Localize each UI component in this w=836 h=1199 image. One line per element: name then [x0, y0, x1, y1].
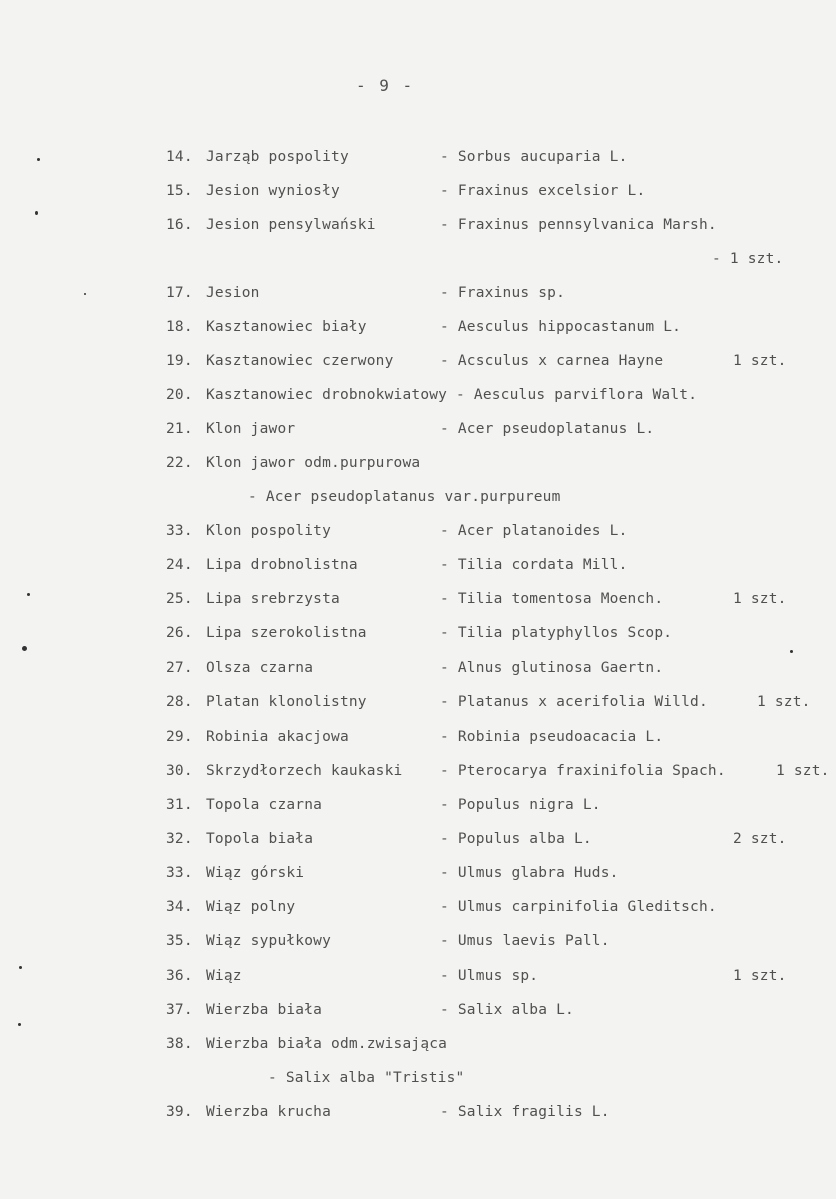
- polish-name: Kasztanowiec biały: [206, 319, 367, 335]
- polish-name: Wierzba biała odm.zwisająca: [206, 1036, 448, 1052]
- entry-number: 18.: [166, 319, 193, 335]
- entry-number: 34.: [166, 899, 193, 915]
- entry-number: 33.: [166, 865, 193, 881]
- latin-name: - Acsculus x carnea Hayne: [440, 353, 664, 369]
- latin-name: - Ulmus carpinifolia Gleditsch.: [440, 899, 717, 915]
- entry-number: 28.: [166, 694, 193, 710]
- latin-name: - Pterocarya fraxinifolia Spach.: [440, 763, 726, 779]
- polish-name: Jesion wyniosły: [206, 183, 340, 199]
- quantity: 1 szt.: [733, 968, 787, 984]
- latin-name: - Fraxinus excelsior L.: [440, 183, 646, 199]
- entry-number: 15.: [166, 183, 193, 199]
- latin-name: - Aesculus hippocastanum L.: [440, 319, 682, 335]
- latin-name: - Umus laevis Pall.: [440, 933, 610, 949]
- polish-name: Kasztanowiec drobnokwiatowy - Aesculus parviflora Walt.: [206, 387, 698, 403]
- latin-name: - Populus alba L.: [440, 831, 592, 847]
- entry-number: 37.: [166, 1002, 193, 1018]
- latin-name: - Ulmus sp.: [440, 968, 539, 984]
- entry-number: 14.: [166, 149, 193, 165]
- latin-name: - Platanus x acerifolia Willd.: [440, 694, 708, 710]
- entry-number: 31.: [166, 797, 193, 813]
- entry-number: 16.: [166, 217, 193, 233]
- latin-name: - Sorbus aucuparia L.: [440, 149, 628, 165]
- polish-name: Wiąz górski: [206, 865, 305, 881]
- polish-name: Wierzba krucha: [206, 1104, 332, 1120]
- polish-name: Jesion pensylwański: [206, 217, 376, 233]
- entry-number: 24.: [166, 557, 193, 573]
- latin-name: - Salix alba L.: [440, 1002, 574, 1018]
- quantity: 1 szt.: [776, 763, 830, 779]
- polish-name: Lipa drobnolistna: [206, 557, 358, 573]
- latin-name: - Tilia tomentosa Moench.: [440, 591, 664, 607]
- polish-name: Kasztanowiec czerwony: [206, 353, 394, 369]
- latin-name: - Salix fragilis L.: [440, 1104, 610, 1120]
- quantity: - 1 szt.: [712, 251, 784, 267]
- latin-name: - Ulmus glabra Huds.: [440, 865, 619, 881]
- polish-name: Wierzba biała: [206, 1002, 323, 1018]
- latin-name: - Populus nigra L.: [440, 797, 601, 813]
- quantity: 1 szt.: [757, 694, 811, 710]
- entry-number: 21.: [166, 421, 193, 437]
- polish-name: Jesion: [206, 285, 260, 301]
- entry-number: 38.: [166, 1036, 193, 1052]
- page-number: - 9 -: [356, 76, 415, 95]
- entry-number: 19.: [166, 353, 193, 369]
- latin-name: - Acer platanoides L.: [440, 523, 628, 539]
- polish-name: Platan klonolistny: [206, 694, 367, 710]
- latin-name: - Acer pseudoplatanus L.: [440, 421, 655, 437]
- polish-name: Skrzydłorzech kaukaski: [206, 763, 403, 779]
- entry-number: 27.: [166, 660, 193, 676]
- entry-number: 33.: [166, 523, 193, 539]
- entry-number: 39.: [166, 1104, 193, 1120]
- latin-name: - Tilia cordata Mill.: [440, 557, 628, 573]
- entry-number: 30.: [166, 763, 193, 779]
- polish-name: Jarząb pospolity: [206, 149, 349, 165]
- latin-name: - Robinia pseudoacacia L.: [440, 729, 664, 745]
- latin-name: - Fraxinus pennsylvanica Marsh.: [440, 217, 717, 233]
- latin-name: - Acer pseudoplatanus var.purpureum: [248, 489, 561, 505]
- polish-name: Klon jawor odm.purpurowa: [206, 455, 421, 471]
- entry-number: 35.: [166, 933, 193, 949]
- polish-name: Klon jawor: [206, 421, 296, 437]
- entry-number: 20.: [166, 387, 193, 403]
- entry-number: 17.: [166, 285, 193, 301]
- polish-name: Topola biała: [206, 831, 314, 847]
- polish-name: Lipa szerokolistna: [206, 625, 367, 641]
- latin-name: - Salix alba "Tristis": [268, 1070, 465, 1086]
- entry-number: 22.: [166, 455, 193, 471]
- quantity: 1 szt.: [733, 591, 787, 607]
- polish-name: Topola czarna: [206, 797, 323, 813]
- quantity: 1 szt.: [733, 353, 787, 369]
- polish-name: Lipa srebrzysta: [206, 591, 340, 607]
- entry-number: 32.: [166, 831, 193, 847]
- entry-number: 25.: [166, 591, 193, 607]
- polish-name: Olsza czarna: [206, 660, 314, 676]
- entry-number: 36.: [166, 968, 193, 984]
- polish-name: Klon pospolity: [206, 523, 332, 539]
- polish-name: Wiąz polny: [206, 899, 296, 915]
- polish-name: Wiąz: [206, 968, 242, 984]
- quantity: 2 szt.: [733, 831, 787, 847]
- polish-name: Wiąz sypułkowy: [206, 933, 332, 949]
- polish-name: Robinia akacjowa: [206, 729, 349, 745]
- latin-name: - Tilia platyphyllos Scop.: [440, 625, 673, 641]
- latin-name: - Alnus glutinosa Gaertn.: [440, 660, 664, 676]
- entry-number: 29.: [166, 729, 193, 745]
- latin-name: - Fraxinus sp.: [440, 285, 566, 301]
- entry-number: 26.: [166, 625, 193, 641]
